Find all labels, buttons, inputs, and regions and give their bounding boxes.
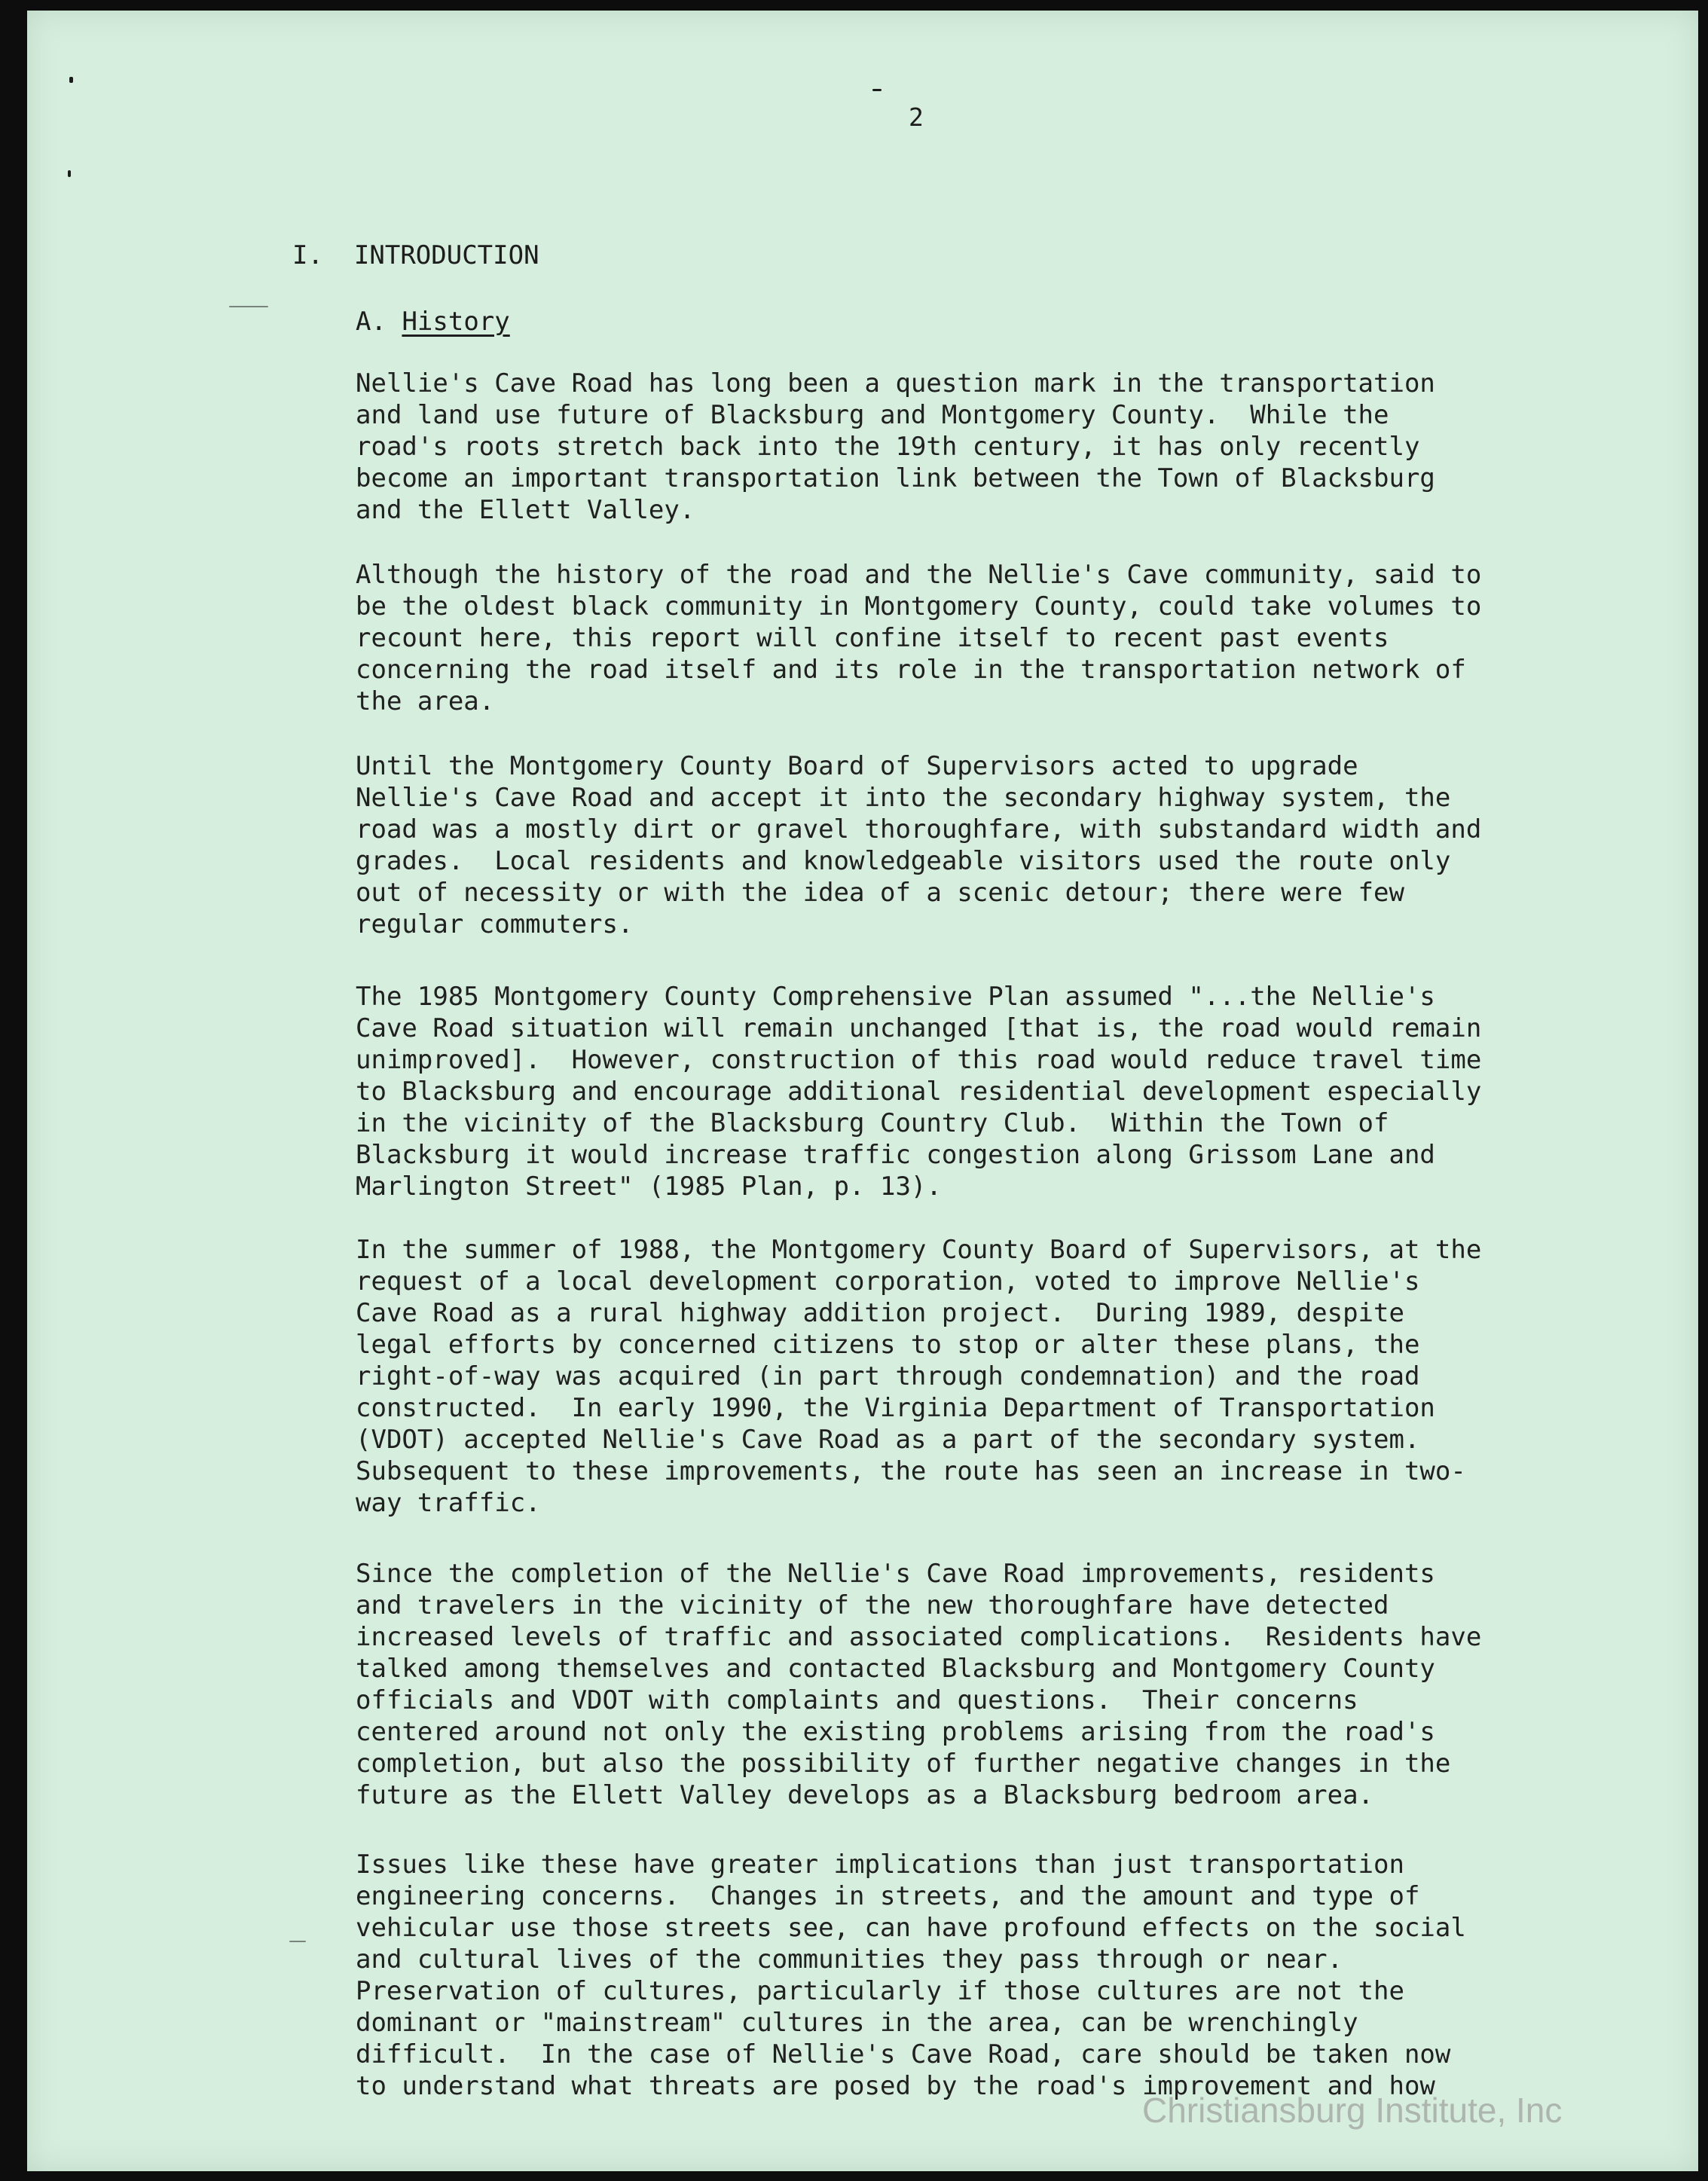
document-page (27, 11, 1698, 2171)
subsection-title: History (402, 307, 510, 337)
section-heading (292, 240, 539, 270)
margin-speck (229, 306, 268, 307)
paragraph: Until the Montgomery County Board of Supervisors acted to upgrade Nellie's Cave Road and accept it into the secondary highway system, the road was a mostly dirt or gravel thoroughfare, with substandard width and grades. Local residents and knowledgeable visitors used the route only out of necessity or with the idea of a scenic detour; there were few regular commuters. (356, 751, 1482, 939)
paragraph: The 1985 Montgomery County Comprehensive Plan assumed "...the Nellie's Cave Road situation will remain unchanged [that is, the road would remain unimproved]. However, construction of this road would reduce travel time to Blacksburg and encourage additional residential development especially in the vicinity of the Blacksburg Country Club. Within the Town of Blacksburg it would increase traffic congestion along Grissom Lane and Marlington Street" (1985 Plan, p. 13). (356, 982, 1482, 1202)
subsection-heading (356, 307, 510, 337)
watermark: Christiansburg Institute, Inc (1142, 2091, 1563, 2130)
paragraph: Nellie's Cave Road has long been a question mark in the transportation and land use future of Blacksburg and Montgomery County. While the road's roots stretch back into the 19th century, it has only recently become an important transportation link between the Town of Blacksburg and the Ellett Valley. (356, 368, 1435, 525)
paragraph: In the summer of 1988, the Montgomery County Board of Supervisors, at the request of a local development corporation, voted to improve Nellie's Cave Road as a rural highway addition project. During 1989, despite legal efforts by concerned citizens to stop or alter these plans, the right-of-way was acquired (in part through condemnation) and the road constructed. In early 1990, the Virginia Department of Transportation (VDOT) accepted Nellie's Cave Road as a part of the secondary system. Subsequent to these improvements, the route has seen an increase in two- way traffic. (356, 1235, 1482, 1518)
margin-speck (69, 77, 73, 83)
margin-speck (68, 170, 71, 177)
margin-speck (289, 1941, 306, 1942)
section-number: I. (292, 240, 323, 270)
section-title: INTRODUCTION (353, 240, 539, 270)
paragraph: Since the completion of the Nellie's Cave Road improvements, residents and travelers in the vicinity of the new thoroughfare have detected increased levels of traffic and associated complications. Residents have talked among themselves and contacted Blacksburg and Montgomery County officials and VDOT with complaints and questions. Their concerns centered around not only the existing problems arising from the road's completion, but also the possibility of further negative changes in the future as the Ellett Valley develops as a Blacksburg bedroom area. (356, 1559, 1482, 1810)
margin-speck (872, 89, 881, 91)
page-number: 2 (909, 102, 924, 132)
subsection-letter: A. (356, 307, 387, 337)
paragraph: Although the history of the road and the Nellie's Cave community, said to be the oldest black community in Montgomery County, could take volumes to recount here, this report will confine itself to recent past events concerning the road itself and its role in the transportation network of the area. (356, 560, 1482, 716)
paragraph: Issues like these have greater implications than just transportation engineering concerns. Changes in streets, and the amount and type of vehicular use those streets see, can have profound effects on the social and cultural lives of the communities they pass through or near. Preservation of cultures, particularly if those cultures are not the dominant or "mainstream" cultures in the area, can be wrenchingly difficult. In the case of Nellie's Cave Road, care should be taken now to understand what threats are posed by the road's improvement and how (356, 1850, 1466, 2101)
